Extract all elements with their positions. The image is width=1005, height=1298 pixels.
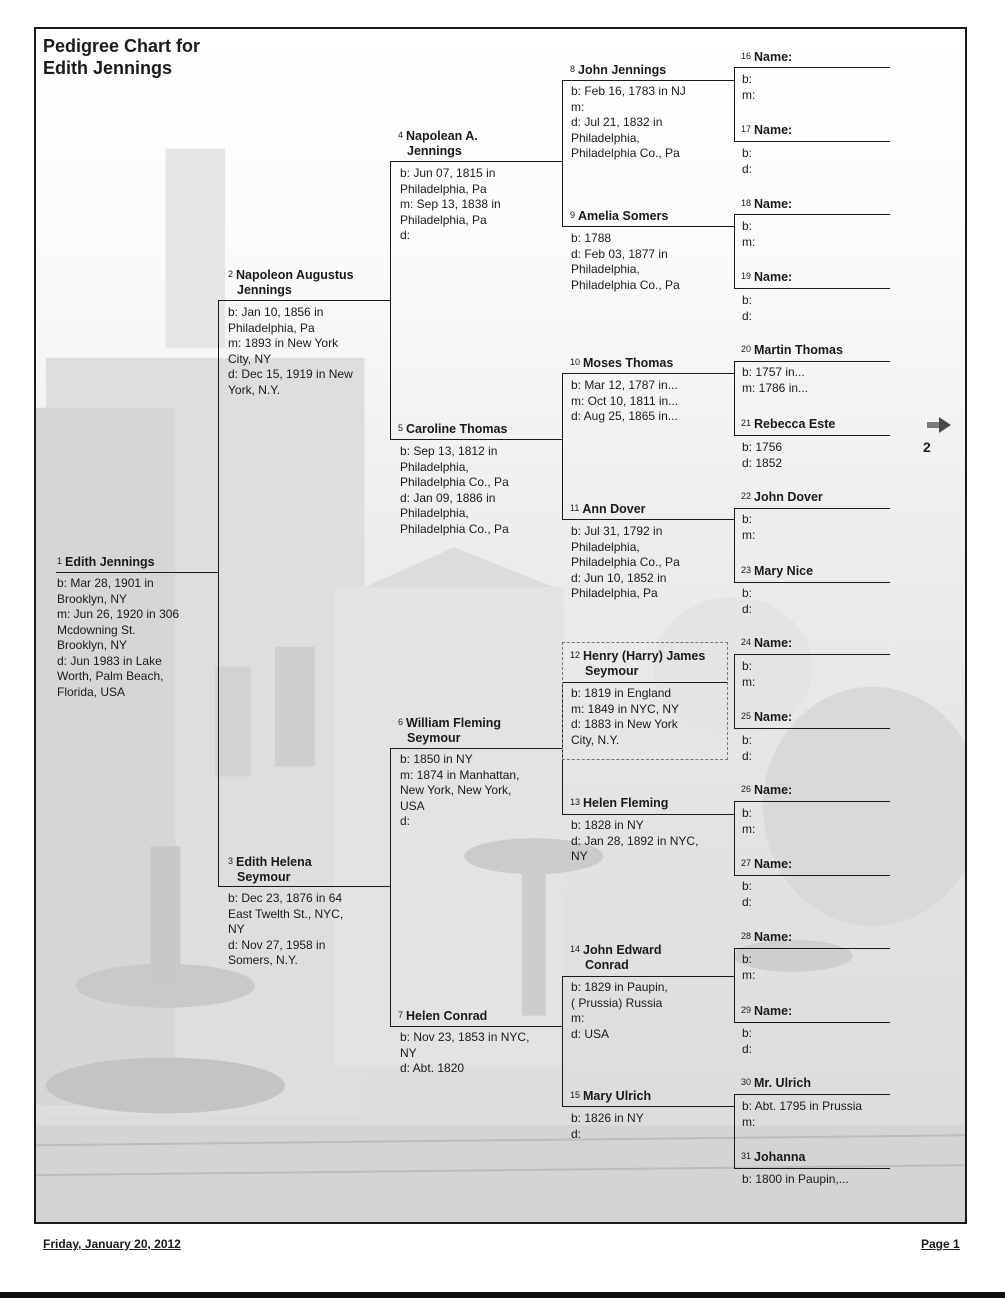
person-19-number: 19 (741, 271, 752, 281)
person-11-details: b: Jul 31, 1792 in Philadelphia, Philadelphia Co., Pa d: Jun 10, 1852 in Philadelphia, Pa (571, 524, 680, 600)
person-22-number: 22 (741, 491, 752, 501)
person-2-number: 2 (228, 269, 234, 279)
person-15-name[interactable]: $^{15}$ Mary Ulrich (570, 1089, 652, 1103)
person-18-details: b: m: (742, 219, 756, 249)
person-17-name[interactable]: $^{17}$ Name: (741, 123, 793, 137)
person-6-number: 6 (398, 717, 404, 727)
footer-page-number: Page 1 (921, 1237, 960, 1251)
person-12-name[interactable]: $^{12}$ Henry (Harry) James Seymour (570, 649, 706, 678)
person-5-number: 5 (398, 423, 404, 433)
person-20-name[interactable]: $^{20}$ Martin Thomas (741, 343, 843, 357)
person-21-number: 21 (741, 418, 752, 428)
person-17-details: b: d: (742, 146, 753, 176)
person-27-name[interactable]: $^{27}$ Name: (741, 857, 793, 871)
person-7-number: 7 (398, 1010, 404, 1020)
person-13-details: b: 1828 in NY d: Jan 28, 1892 in NYC, NY (571, 818, 699, 863)
person-24-number: 24 (741, 637, 752, 647)
arrow-right-icon[interactable] (927, 417, 951, 433)
person-1-details: b: Mar 28, 1901 in Brooklyn, NY m: Jun 26, 1920 in 306 Mcdowning St. Brooklyn, NY d: Jun 1983 in Lake Worth, Palm Beach, Florida, USA (57, 576, 180, 699)
chart-title (43, 35, 200, 79)
person-16-number: 16 (741, 51, 752, 61)
person-10-details: b: Mar 12, 1787 in... m: Oct 10, 1811 in... d: Aug 25, 1865 in... (571, 378, 679, 423)
person-24-details: b: m: (742, 659, 756, 689)
person-13-name[interactable]: $^{13}$ Helen Fleming (570, 796, 669, 810)
continuation-page-number[interactable]: 2 (923, 439, 931, 455)
person-28-details: b: m: (742, 952, 756, 982)
person-3-number: 3 (228, 856, 234, 866)
person-15-details: b: 1826 in NY d: (571, 1111, 644, 1141)
person-5-details: b: Sep 13, 1812 in Philadelphia, Philadelphia Co., Pa d: Jan 09, 1886 in Philadelphia, Philadelphia Co., Pa (400, 444, 509, 536)
person-3-details: b: Dec 23, 1876 in 64 East Twelth St., NYC, NY d: Nov 27, 1958 in Somers, N.Y. (228, 891, 344, 967)
person-31-details: b: 1800 in Paupin,... (742, 1172, 849, 1186)
person-29-number: 29 (741, 1005, 752, 1015)
person-21-name[interactable]: $^{21}$ Rebecca Este (741, 417, 836, 431)
person-7-name[interactable]: $^7$ Helen Conrad (398, 1009, 488, 1023)
person-1-name[interactable]: $^1$ Edith Jennings (57, 555, 155, 569)
person-14-details: b: 1829 in Paupin, ( Prussia) Russia m: d: USA (571, 980, 668, 1041)
person-28-name[interactable]: $^{28}$ Name: (741, 930, 793, 944)
person-26-details: b: m: (742, 806, 756, 836)
person-19-name[interactable]: $^{19}$ Name: (741, 270, 793, 284)
person-30-name[interactable]: $^{30}$ Mr. Ulrich (741, 1076, 811, 1090)
person-1-number: 1 (57, 556, 63, 566)
person-15-number: 15 (570, 1090, 581, 1100)
person-21-details: b: 1756 d: 1852 (742, 440, 783, 470)
person-4-number: 4 (398, 130, 404, 140)
person-25-name[interactable]: $^{25}$ Name: (741, 710, 793, 724)
person-3-name[interactable]: $^3$ Edith Helena Seymour (228, 855, 312, 884)
person-12-number: 12 (570, 650, 581, 660)
person-20-details: b: 1757 in... m: 1786 in... (742, 365, 809, 395)
person-30-details: b: Abt. 1795 in Prussia m: (742, 1099, 863, 1129)
person-10-number: 10 (570, 357, 581, 367)
person-11-number: 11 (570, 503, 580, 513)
person-16-details: b: m: (742, 72, 756, 102)
person-29-name[interactable]: $^{29}$ Name: (741, 1004, 793, 1018)
person-9-number: 9 (570, 210, 576, 220)
person-9-name[interactable]: $^9$ Amelia Somers (570, 209, 669, 223)
person-8-name[interactable]: $^8$ John Jennings (570, 63, 667, 77)
title-line-1: Pedigree Chart for (43, 36, 201, 56)
person-2-name[interactable]: $^2$ Napoleon Augustus Jennings (228, 268, 354, 297)
person-13-number: 13 (570, 797, 581, 807)
person-22-details: b: m: (742, 512, 756, 542)
footer-date: Friday, January 20, 2012 (43, 1237, 181, 1251)
title-line-2: Edith Jennings (43, 58, 173, 78)
person-2-details: b: Jan 10, 1856 in Philadelphia, Pa m: 1893 in New York City, NY d: Dec 15, 1919 in New York, N.Y. (228, 305, 353, 397)
person-6-details: b: 1850 in NY m: 1874 in Manhattan, New York, New York, USA d: (400, 752, 520, 828)
person-8-number: 8 (570, 64, 576, 74)
person-23-details: b: d: (742, 586, 753, 616)
person-12-details: b: 1819 in England m: 1849 in NYC, NY d: 1883 in New York City, N.Y. (571, 686, 680, 747)
person-31-name[interactable]: $^{31}$ Johanna (741, 1150, 806, 1164)
person-22-name[interactable]: $^{22}$ John Dover (741, 490, 823, 504)
person-14-number: 14 (570, 944, 581, 954)
person-25-number: 25 (741, 711, 752, 721)
person-26-number: 26 (741, 784, 752, 794)
person-19-details: b: d: (742, 293, 753, 323)
person-27-details: b: d: (742, 879, 753, 909)
person-25-details: b: d: (742, 733, 753, 763)
person-27-number: 27 (741, 858, 752, 868)
person-23-number: 23 (741, 565, 752, 575)
person-29-details: b: d: (742, 1026, 753, 1056)
person-20-number: 20 (741, 344, 752, 354)
person-7-details: b: Nov 23, 1853 in NYC, NY d: Abt. 1820 (400, 1030, 530, 1075)
person-8-details: b: Feb 16, 1783 in NJ m: d: Jul 21, 1832 in Philadelphia, Philadelphia Co., Pa (571, 84, 686, 160)
person-26-name[interactable]: $^{26}$ Name: (741, 783, 793, 797)
person-4-name[interactable]: $^4$ Napolean A. Jennings (398, 129, 478, 158)
person-16-name[interactable]: $^{16}$ Name: (741, 50, 793, 64)
person-18-number: 18 (741, 198, 752, 208)
person-18-name[interactable]: $^{18}$ Name: (741, 197, 793, 211)
person-17-number: 17 (741, 124, 752, 134)
person-9-details: b: 1788 d: Feb 03, 1877 in Philadelphia, Philadelphia Co., Pa (571, 231, 680, 292)
person-14-name[interactable]: $^{14}$ John Edward Conrad (570, 943, 662, 972)
person-5-name[interactable]: $^5$ Caroline Thomas (398, 422, 508, 436)
person-4-details: b: Jun 07, 1815 in Philadelphia, Pa m: Sep 13, 1838 in Philadelphia, Pa d: (400, 166, 501, 242)
person-28-number: 28 (741, 931, 752, 941)
person-11-name[interactable]: $^{11}$ Ann Dover (570, 502, 646, 516)
person-23-name[interactable]: $^{23}$ Mary Nice (741, 564, 814, 578)
scan-bottom-edge (0, 1292, 1005, 1298)
person-10-name[interactable]: $^{10}$ Moses Thomas (570, 356, 674, 370)
person-31-number: 31 (741, 1151, 752, 1161)
person-30-number: 30 (741, 1077, 752, 1087)
person-6-name[interactable]: $^6$ William Fleming Seymour (398, 716, 502, 745)
person-24-name[interactable]: $^{24}$ Name: (741, 636, 793, 650)
